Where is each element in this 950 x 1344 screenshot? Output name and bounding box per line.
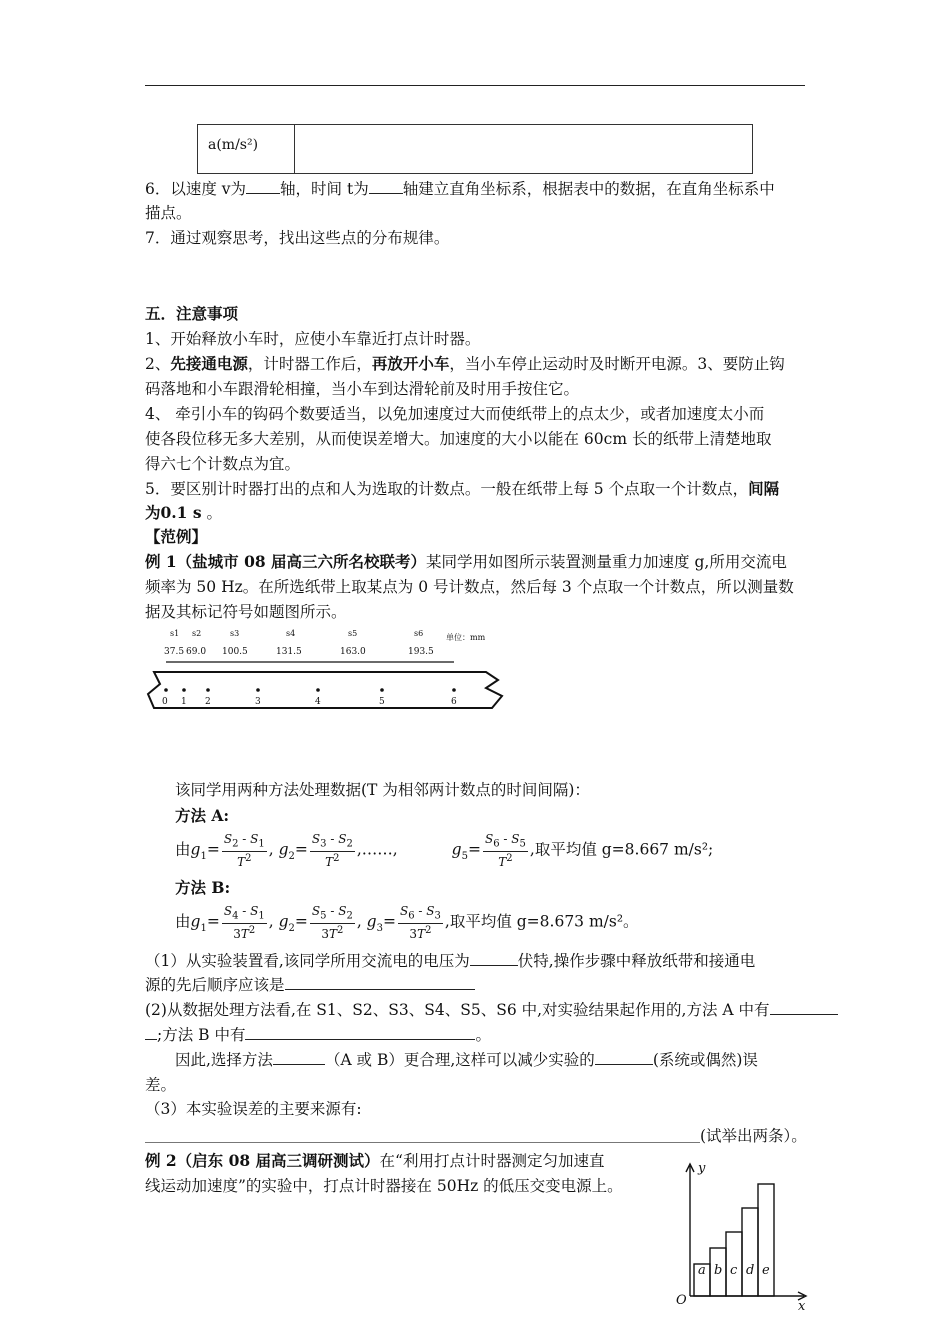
note-4-cont2: 得六七个计数点为宜。	[145, 455, 301, 473]
acceleration-table-row	[197, 124, 753, 174]
method-a-formula: 由$g_1=$ $\frac{S_2 - S_1}{T^2}$ , $g_2=$ $\frac{S_3 - S_2}{T^2}$ ,……, $g_5=$ $\frac{S_6 - S_5}{T^2}$ ,取平均值 g=8.667 m/s²;	[175, 832, 714, 870]
method-b-result: 取平均值 g=8.673 m/s²。	[449, 912, 639, 931]
tape-value-s5: 163.0	[340, 647, 366, 657]
example-2-head: 例 2（启东 08 届高三调研测试）	[145, 1151, 380, 1170]
graph-y-label: y	[698, 1161, 706, 1176]
note-1: 1、开始释放小车时，应使小车靠近打点计时器。	[145, 330, 481, 348]
blank-voltage	[470, 965, 518, 966]
tape-point-5: 5	[379, 697, 385, 707]
question-2-text: (2)从数据处理方法看,在 S1、S2、S3、S4、S5、S6 中,对实验结果起作用的,方法 A 中有	[145, 1001, 770, 1019]
tape-label-s5: s5	[348, 629, 358, 638]
step-7: 7．通过观察思考，找出这些点的分布规律。	[145, 229, 450, 247]
tape-value-s1: 37.5	[164, 647, 185, 657]
tape-label-s1: s1	[170, 629, 180, 638]
step-6-text-3: 轴建立直角坐标系，根据表中的数据，在直角坐标系中	[402, 180, 775, 198]
method-a-by: 由	[175, 840, 191, 859]
example-2-text: 在“利用打点计时器测定匀加速直	[379, 1152, 605, 1170]
tape-point-0: 0	[162, 697, 168, 707]
tape-label-s3: s3	[230, 629, 240, 638]
question-3: （3）本实验误差的主要来源有:	[145, 1100, 362, 1118]
note-4-cont: 使各段位移无多大差别，从而使误差增大。加速度的大小以能在 60cm 长的纸带上清楚地取	[145, 430, 772, 448]
tape-dot-4	[316, 688, 320, 692]
tape-value-s2: 69.0	[186, 647, 207, 657]
tape-value-s4: 131.5	[276, 647, 302, 657]
bar-d	[742, 1208, 758, 1296]
tape-point-4: 4	[315, 697, 321, 707]
note-2-e: ，当小车停止运动时及时断开电源。3、要防止钩	[449, 355, 785, 373]
method-b-formula: 由$g_1=$ $\frac{S_4 - S_1}{3T^2}$ , $g_2=$ $\frac{S_5 - S_2}{3T^2}$ , $g_3=$ $\frac{S_6 - S_3}{3T^2}$ ,取平均值 g=8.673 m/s²。	[175, 904, 639, 942]
note-2	[145, 352, 810, 376]
question-3-tail: (试举出两条）。	[700, 1127, 807, 1145]
tape-point-1: 1	[181, 697, 187, 707]
example-1-line-3: 据及其标记符号如题图所示。	[145, 603, 347, 621]
paper-tape	[148, 672, 502, 708]
example-2-line-2: 线运动加速度”的实验中，打点计时器接在 50Hz 的低压交变电源上。	[145, 1177, 623, 1195]
paper-tape-figure	[146, 628, 516, 718]
tape-dot-1	[182, 688, 186, 692]
bar-label-e: e	[762, 1263, 770, 1278]
note-5-bold: 间隔	[748, 479, 780, 498]
method-intro: 该同学用两种方法处理数据(T 为相邻两计数点的时间间隔)：	[175, 781, 590, 799]
question-2-text-2: ;方法 B 中有	[157, 1026, 246, 1044]
note-2-c: ，计时器工作后，	[247, 355, 372, 373]
blank-method-a-end	[145, 1039, 157, 1040]
note-2-cont: 码落地和小车跟滑轮相撞，当小车到达滑轮前及时用手按住它。	[145, 380, 580, 398]
tape-dot-2	[206, 688, 210, 692]
example-1-text: 某同学用如图所示装置测量重力加速度 g,所用交流电	[426, 553, 787, 571]
question-2-text-5: (系统或偶然)误	[652, 1051, 758, 1069]
step-6-cont: 描点。	[145, 204, 192, 222]
tape-label-s4: s4	[286, 629, 296, 638]
question-2-text-4: （A 或 B）更合理,这样可以减少实验的	[324, 1051, 595, 1069]
examples-title: 【范例】	[145, 527, 208, 546]
method-b-title: 方法 B:	[175, 878, 231, 897]
note-4: 4、 牵引小车的钩码个数要适当，以免加速度过大而使纸带上的点太少，或者加速度太小而	[145, 405, 765, 423]
tape-dot-0	[164, 688, 168, 692]
question-1-text-3: 源的先后顺序应该是	[145, 976, 285, 994]
bar-label-a: a	[698, 1263, 706, 1278]
note-5	[145, 477, 810, 501]
blank-error-type	[595, 1064, 653, 1065]
question-1-text-2: 伏特,操作步骤中释放纸带和接通电	[517, 952, 756, 970]
graph-origin: O	[676, 1293, 687, 1308]
blank-method-b	[245, 1039, 475, 1040]
bar-graph-figure	[662, 1158, 812, 1314]
note-5-cont	[145, 501, 810, 525]
acceleration-label: a(m/s²)	[208, 137, 259, 153]
question-2-choice	[175, 1048, 840, 1072]
tape-point-3: 3	[255, 697, 261, 707]
example-1-head: 例 1（盐城市 08 届高三六所名校联考）	[145, 552, 427, 571]
method-b-by: 由	[175, 912, 191, 931]
question-2-text-3: 因此,选择方法	[175, 1051, 273, 1069]
blank-method-a	[770, 1014, 838, 1015]
blank-v-axis	[246, 193, 280, 194]
tape-value-s3: 100.5	[222, 647, 248, 657]
example-1-line	[145, 550, 810, 574]
question-1-text: （1）从实验装置看,该同学所用交流电的电压为	[145, 952, 470, 970]
question-1-cont	[145, 973, 810, 997]
step-6-text-2: 轴，时间 t为	[280, 180, 369, 198]
question-2	[145, 998, 810, 1022]
note-2-bold-1: 先接通电源	[170, 354, 248, 373]
tape-point-6: 6	[451, 697, 457, 707]
header-rule	[145, 85, 805, 86]
blank-choice	[273, 1064, 325, 1065]
blank-t-axis	[369, 193, 403, 194]
bar-label-b: b	[714, 1263, 723, 1278]
bar-label-c: c	[730, 1263, 738, 1278]
blank-order	[285, 989, 475, 990]
note-5-a: 5．要区别计时器打出的点和人为选取的计数点。一般在纸带上每 5 个点取一个计数点，	[145, 480, 749, 498]
tape-dot-6	[452, 688, 456, 692]
tape-dot-5	[380, 688, 384, 692]
tape-point-2: 2	[205, 697, 211, 707]
note-5-d: 。	[201, 504, 223, 522]
graph-x-label: x	[798, 1299, 806, 1314]
bar-e	[758, 1184, 774, 1296]
tape-label-s6: s6	[414, 629, 424, 638]
method-a-title: 方法 A:	[175, 806, 230, 825]
note-2-bold-2: 再放开小车	[371, 354, 450, 373]
step-6-line	[145, 177, 810, 201]
question-2-cont: ;方法 B 中有 。	[145, 1023, 810, 1047]
answer-line	[145, 1142, 700, 1143]
tape-label-s2: s2	[192, 629, 202, 638]
example-1-line-2: 频率为 50 Hz。在所选纸带上取某点为 0 号计数点，然后每 3 个点取一个计数点，所以测量数	[145, 578, 794, 596]
note-2-a: 2、	[145, 355, 171, 373]
question-1	[145, 949, 810, 973]
table-label-cell	[198, 125, 295, 173]
tape-dot-3	[256, 688, 260, 692]
method-a-result: 取平均值 g=8.667 m/s²;	[534, 840, 714, 859]
note-5-bold-2: 为0.1 s	[145, 503, 202, 522]
section-title-notes: 五．注意事项	[145, 304, 239, 323]
bar-label-d: d	[746, 1263, 755, 1278]
tape-unit: 单位：mm	[446, 633, 486, 642]
question-2-end: 差。	[145, 1076, 177, 1094]
tape-value-s6: 193.5	[408, 647, 434, 657]
step-6-text: 6．以速度 v为	[145, 180, 247, 198]
